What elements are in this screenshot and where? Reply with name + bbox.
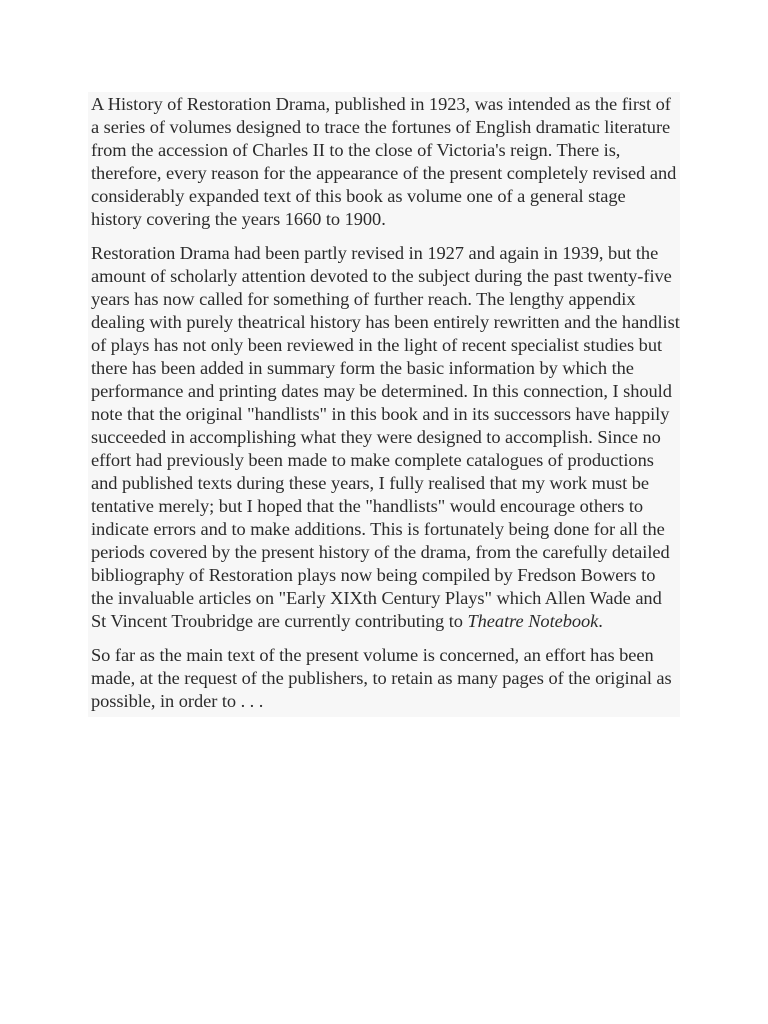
paragraph-2 [91,242,680,633]
paragraph-3: So far as the main text of the present volume is concerned, an effort has been made, at the request of the publishers, to retain as many pages of the original as possible, in order to . . . [91,645,672,711]
paragraph-2-end: . [598,611,603,631]
document-text-block [88,92,680,717]
journal-title: Theatre Notebook [467,611,599,631]
paragraph-1: A History of Restoration Drama, published in 1923, was intended as the first of a series of volumes designed to trace the fortunes of English dramatic literature from the accession of Charles II to the close of Victoria's reign. There is, therefore, every reason for the appearance of the present completely revised and considerably expanded text of this book as volume one of a general stage history covering the years 1660 to 1900. [91,94,677,229]
paragraph-2-text: Restoration Drama had been partly revised in 1927 and again in 1939, but the amount of scholarly attention devoted to the subject during the past twenty-five years has now called for something of further reach. The lengthy appendix dealing with purely theatrical history has been entirely rewritten and the handlist of plays has not only been reviewed in the light of recent specialist studies but there has been added in summary form the basic information by which the performance and printing dates may be determined. In this connection, I should note that the original "handlists" in this book and in its successors have happily succeeded in accomplishing what they were designed to accomplish. Since no effort had previously been made to make complete catalogues of productions and published texts during these years, I fully realised that my work must be tentative merely; but I hoped that the "handlists" would encourage others to indicate errors and to make additions. This is fortunately being done for all the periods covered by the present history of the drama, from the carefully detailed bibliography of Restoration plays now being compiled by Fredson Bowers to the invaluable articles on "Early XIXth Century Plays" which Allen Wade and St Vincent Troubridge are currently contributing to [91,243,680,631]
